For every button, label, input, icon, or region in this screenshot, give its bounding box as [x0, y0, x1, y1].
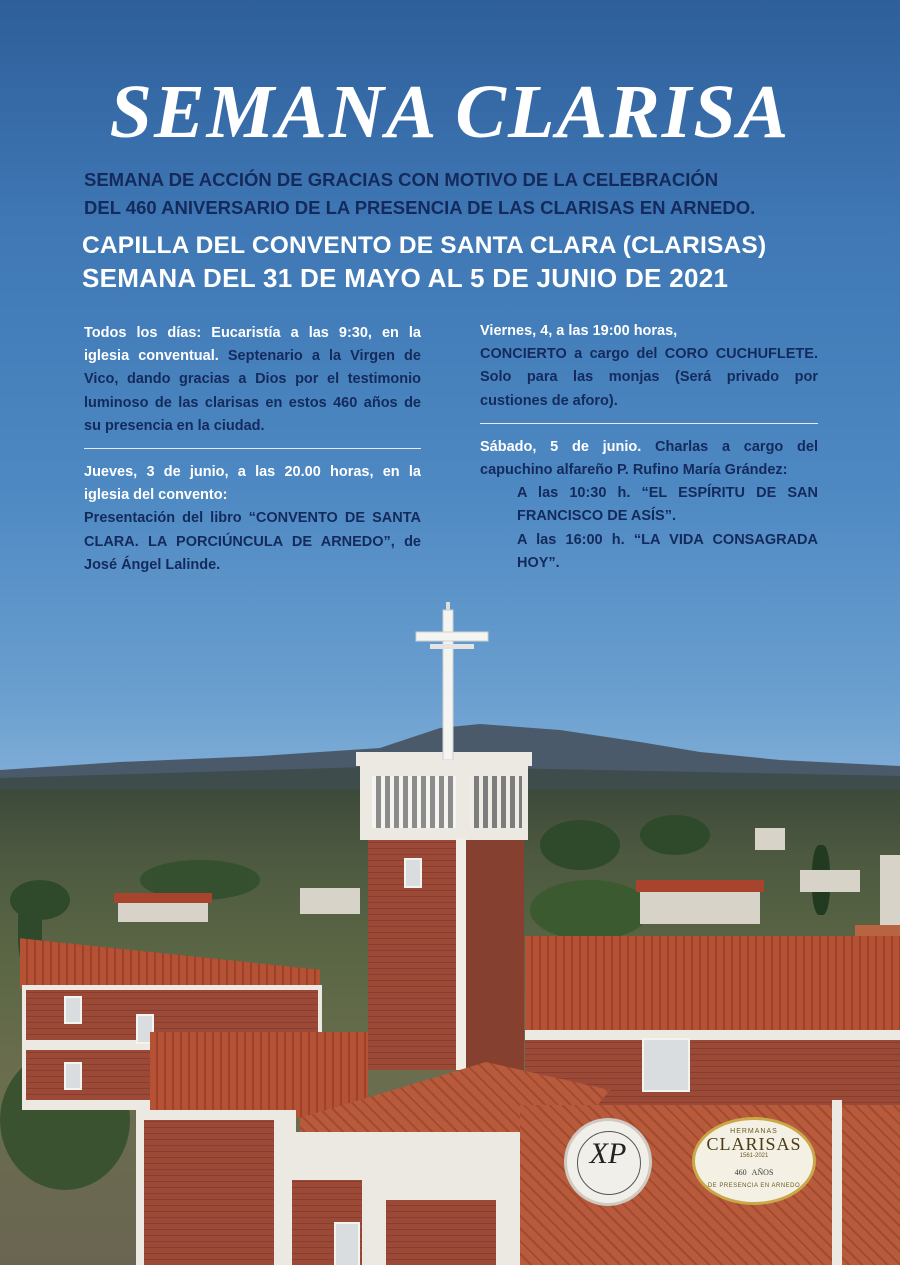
divider	[84, 448, 421, 449]
saturday-lead: Sábado, 5 de junio.	[480, 438, 642, 455]
tower-corner	[456, 838, 466, 1070]
talk-1: A las 10:30 h. “EL ESPÍRITU DE SAN FRANCISCO DE ASÍS”.	[517, 485, 818, 525]
logo-years: 1561-2021	[739, 1153, 769, 1159]
program-right-column	[480, 320, 818, 575]
program-left-column	[84, 322, 421, 577]
window	[64, 996, 82, 1024]
cross	[412, 602, 492, 760]
house	[300, 888, 360, 914]
talk-2: A las 16:00 h. “LA VIDA CONSAGRADA HOY”.	[517, 531, 818, 571]
divider	[480, 423, 818, 424]
subtitle-line-2: DEL 460 ANIVERSARIO DE LA PRESENCIA DE LAS CLARISAS EN ARNEDO.	[84, 197, 756, 218]
daily-program	[84, 322, 421, 438]
tree	[640, 815, 710, 855]
daily-lead: Todos los días: Eucaristía a las 9:30, en la iglesia conventual.	[84, 325, 421, 365]
thursday-text: Presentación del libro “CONVENTO DE SANTA CLARA. LA PORCIÚNCULA DE ARNEDO”, de José Ángel Lalinde.	[84, 510, 421, 573]
house	[118, 900, 208, 922]
venue-heading: CAPILLA DEL CONVENTO DE SANTA CLARA (CLARISAS)	[82, 232, 767, 259]
clarisas-460-logo	[692, 1117, 816, 1205]
window	[334, 1222, 360, 1265]
dates-heading: SEMANA DEL 31 DE MAYO AL 5 DE JUNIO DE 2021	[82, 263, 729, 293]
chapel-brick	[144, 1120, 274, 1265]
saturday-text: Charlas a cargo del capuchino alfareño P. Rufino María Grández:	[480, 438, 818, 479]
friday-text: CONCIERTO a cargo del CORO CUCHUFLETE. Solo para las monjas (Será privado por custiones de aforo).	[480, 346, 818, 409]
belfry-louvers	[470, 776, 522, 828]
house-roof	[114, 893, 212, 903]
logo-top-text: HERMANAS	[730, 1128, 778, 1135]
saturday-program	[480, 436, 818, 482]
friday-lead: Viernes, 4, a las 19:00 horas,	[480, 323, 678, 339]
tower-brick-side	[456, 838, 524, 1070]
roof-ridge	[832, 1100, 842, 1265]
logo-name: CLARISAS	[706, 1134, 802, 1154]
logo-anos: AÑOS	[751, 1168, 774, 1177]
house-roof	[636, 880, 764, 892]
seal-monogram: XP	[589, 1137, 627, 1170]
house	[755, 828, 785, 850]
chapel-roof-left	[150, 1032, 368, 1118]
tree	[530, 880, 650, 940]
poster-title: SEMANA CLARISA	[109, 70, 791, 154]
window	[642, 1038, 690, 1092]
house	[640, 888, 760, 924]
thursday-lead: Jueves, 3 de junio, a las 20.00 horas, en la iglesia del convento:	[84, 464, 421, 504]
subtitle-line-1: SEMANA DE ACCIÓN DE GRACIAS CON MOTIVO DE LA CELEBRACIÓN	[84, 169, 719, 190]
tower-window	[404, 858, 422, 888]
window	[64, 1062, 82, 1090]
chapel-brick	[386, 1200, 496, 1265]
logo-number: 460 AÑOS	[734, 1168, 774, 1177]
logo-bottom-text: DE PRESENCIA EN ARNEDO	[707, 1183, 801, 1189]
daily-text: Septenario a la Virgen de Vico, dando gracias a Dios por el testimonio luminoso de las clarisas en estos 460 años de su presencia en la ciudad.	[84, 348, 421, 434]
tree	[540, 820, 620, 870]
belfry-louvers	[372, 776, 456, 828]
house	[800, 870, 860, 892]
parish-seal-logo	[564, 1118, 652, 1206]
